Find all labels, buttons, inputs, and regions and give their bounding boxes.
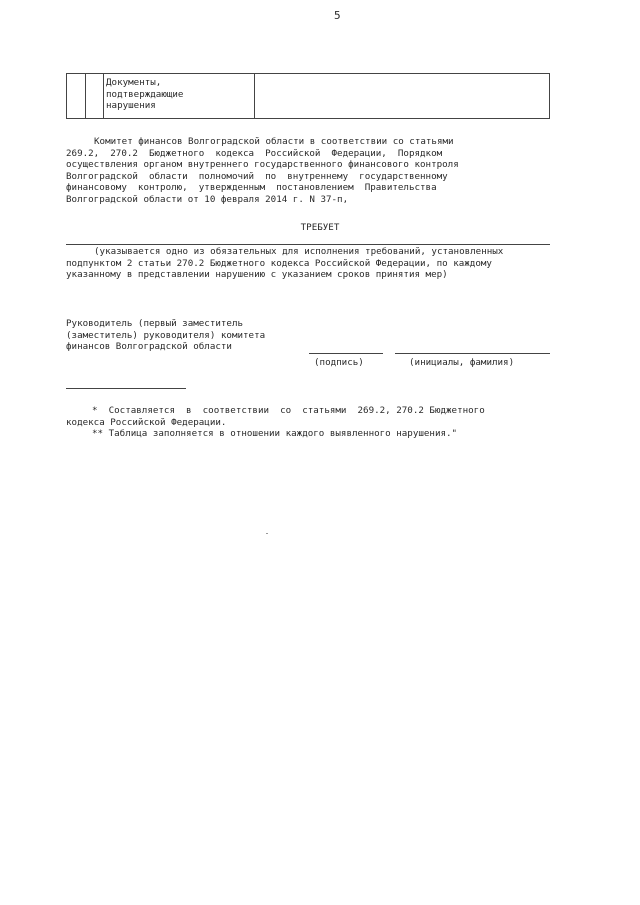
paragraph-line: Комитет финансов Волгоградской области в соответствии со статьями [94, 136, 454, 147]
footnote-1-line: кодекса Российской Федерации. [66, 416, 227, 428]
footnote-divider [66, 388, 186, 389]
name-caption: (инициалы, фамилия) [409, 357, 515, 368]
footnote-2: ** Таблица заполняется в отношении каждого выявленного нарушения." [92, 428, 458, 439]
row-label-line: Документы, [106, 77, 162, 88]
name-line [395, 353, 550, 354]
footnotes [66, 405, 550, 440]
paragraph-line: Волгоградской области полномочий по внутреннему государственному [66, 170, 448, 182]
note-line: подпунктом 2 статьи 270.2 Бюджетного кодекса Российской Федерации, по каждому [66, 257, 492, 269]
signer-line: финансов Волгоградской области [66, 341, 232, 352]
paragraph-line: финансовому контролю, утвержденным постановлением Правительства [66, 182, 437, 193]
signer-line: (заместитель) руководителя) комитета [66, 329, 266, 341]
table-cell-sub [86, 74, 104, 119]
note-line: указанному в представлении нарушению с указанием сроков принятия мер) [66, 269, 448, 280]
paragraph-line: осуществления органом внутреннего государственного финансового контроля [66, 159, 459, 170]
table-cell-value [255, 74, 550, 119]
row-label-line: подтверждающие [106, 88, 184, 100]
row-label-line: нарушения [106, 100, 156, 111]
signer-title [66, 318, 316, 353]
scan-speck [266, 533, 268, 534]
violations-table [66, 73, 550, 119]
paragraph-line: Волгоградской области от 10 февраля 2014 г. N 37-п, [66, 193, 349, 205]
footnote-1-line: * Составляется в соответствии со статьями 269.2, 270.2 Бюджетного [92, 405, 485, 416]
page-number: 5 [334, 9, 341, 22]
signer-line: Руководитель (первый заместитель [66, 318, 244, 329]
demand-fill-line [66, 244, 550, 245]
demand-note [66, 246, 550, 281]
note-line: (указывается одно из обязательных для исполнения требований, установленных [94, 246, 504, 257]
table-row [67, 74, 550, 119]
paragraph-line: 269.2, 270.2 Бюджетного кодекса Российской Федерации, Порядком [66, 147, 443, 159]
table-cell-label [104, 74, 255, 119]
signature-line [309, 353, 383, 354]
intro-paragraph [66, 136, 550, 205]
demands-heading: ТРЕБУЕТ [300, 222, 340, 233]
signature-caption: (подпись) [314, 357, 364, 368]
table-cell-number [67, 74, 86, 119]
